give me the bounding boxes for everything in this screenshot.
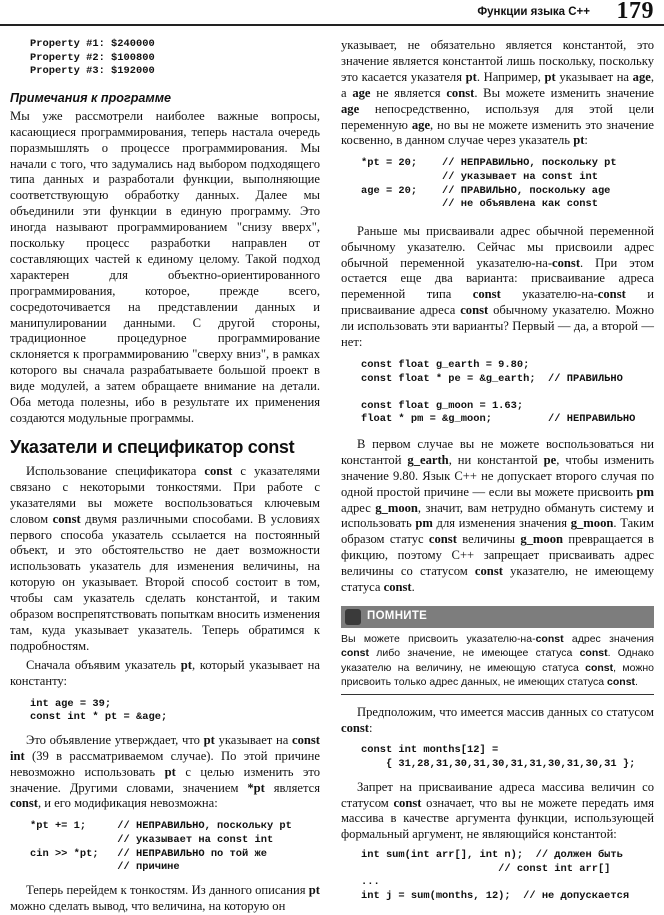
page-number: 179 <box>616 0 654 24</box>
notes-paragraph: Мы уже рассмотрели наиболее важные вопросы, касающиеся программирования, теперь настала очередь поразмышлять о процессе программирования. Мы начали с того, что задумались над выбором подходящего типа данных и разработали функции, выполняющие соответствующую обработку данных. Далее мы объединили эти функции в единую программу. Это иногда называют программированием "снизу вверх", поскольку процесс разработки направлен от составляющих частей к единому целому. Такой подход характерен для объектно-ориентированного программирования, которое, прежде всего, сосредоточивается на представлении данных и манипулировании данными. С другой стороны, традиционное процедурное программирование склоняется к программированию "сверху вниз", в рамках которого вы сначала разрабатываете большой проект в виде модулей, а затем обращаете внимание на детали. Оба метода полезны, ибо в результате их применения создаются модульные программы. <box>10 108 320 425</box>
left-para-3: Это объявление утверждает, что pt указывает на const int (39 в рассматриваемом случае). По этой причине невозможно использовать pt с целью изменить это значение. Другими словами, значением *pt является const, и его модификация невозможна: <box>10 732 321 811</box>
note-label: ПОМНИТЕ <box>367 610 428 622</box>
left-para-4: Теперь перейдем к тонкостям. Из данного описания pt можно сделать вывод, что величина, на которую он <box>10 882 320 913</box>
code-invalid-modification: *pt += 1; // НЕПРАВИЛЬНО, поскольку pt // указывает на const int cin >> *pt; // НЕПРАВИЛЬНО по той же // причине <box>30 820 292 874</box>
note-icon <box>345 609 361 625</box>
note-text: Вы можете присвоить указателю-на-const адрес значения const либо значение, не имеющее статуса const. Однако указателю на величину, не имеющую статуса const, можно присвоить только адрес данных, не имеющих статуса const. <box>341 633 655 689</box>
note-header <box>341 606 654 628</box>
code-float-pointers: const float g_earth = 9.80; const float * pe = &g_earth; // ПРАВИЛЬНО const float g_moon = 1.63; float * pm = &g_moon; // НЕПРАВИЛЬНО <box>361 358 636 426</box>
right-para-1: указывает, не обязательно является константой, это значение является константой лишь поскольку, поскольку это касается указателя pt. Например, pt указывает на age, а age не является const. Вы можете изменить значение age непосредственно, используя для этой цели переменную age, но вы не можете изменить это значение косвенно, в данном случае через указатель pt: <box>341 38 655 148</box>
right-para-4: Предположим, что имеется массив данных со статусом const: <box>341 704 654 735</box>
notes-heading: Примечания к программе <box>10 90 172 105</box>
right-para-5: Запрет на присваивание адреса массива величин со статусом const означает, что вы не можете передать имя массива в качестве аргумента функции, использующей формальный аргумент, не являющийся константой: <box>341 779 654 842</box>
section-heading: Указатели и спецификатор const <box>10 436 295 457</box>
right-para-3: В первом случае вы не можете воспользоваться ни константой g_earth, ни константой pe, чтобы изменить значение 9.80. Язык C++ не допускает второго случая по одной простой причине — если вы можете присвоить pm адрес g_moon, значит, вам нетрудно обмануть систему и использовать pm для изменения значения g_moon. Таким образом статус const величины g_moon превращается в фикцию, поэтому C++ запрещает присваивать адрес величины со статусом const указателю, не имеющему статуса const. <box>341 436 655 595</box>
left-para-1: Использование спецификатора const с указателями связано с некоторыми тонкостями. При работе с указателями вы можете воспользоваться ключевым словом const двумя различными способами. В условиях первого способа указатель ссылается на постоянный объект, и это обстоятельство не дает возможности использовать указатель для изменения величины, на которую он указывает. Второй способ состоит в том, чтобы сам указатель сделать константой, и таким образом воспрепятствовать попыткам вносить изменения там, куда указывает указатель. Теперь обратимся к подробностям. <box>10 463 320 653</box>
header-rule <box>0 24 664 26</box>
note-rule <box>341 694 654 695</box>
page-header <box>0 0 664 30</box>
running-title: Функции языка C++ <box>477 6 590 18</box>
code-months-array: const int months[12] = { 31,28,31,30,31,30,31,31,30,31,30,31 }; <box>361 744 636 771</box>
left-para-2: Сначала объявим указатель pt, который указывает на константу: <box>10 657 320 688</box>
code-sum-call: int sum(int arr[], int n); // должен быть // const int arr[] ... int j = sum(months, 12); // не допускается <box>361 849 630 903</box>
code-properties-output: Property #1: $240000 Property #2: $100800 Property #3: $192000 <box>30 38 155 78</box>
right-column <box>341 32 654 904</box>
code-pt-declaration: int age = 39; const int * pt = &age; <box>30 697 168 724</box>
right-para-2: Раньше мы присваивали адрес обычной переменной обычному указателю. Сейчас мы присвоили адрес обычной переменной указателю-на-const. При этом остается еще два варианта: присваивание адреса переменной типа const указателю-на-const и присваивание адреса const обычному указателю. Можно ли использовать эти варианты? Первый — да, а второй — нет: <box>341 223 654 350</box>
code-assign-values: *pt = 20; // НЕПРАВИЛЬНО, поскольку pt // указывает на const int age = 20; // ПРАВИЛЬНО, поскольку age // не объявлена как const <box>361 157 617 211</box>
remember-note <box>341 606 654 695</box>
left-column <box>10 32 320 915</box>
